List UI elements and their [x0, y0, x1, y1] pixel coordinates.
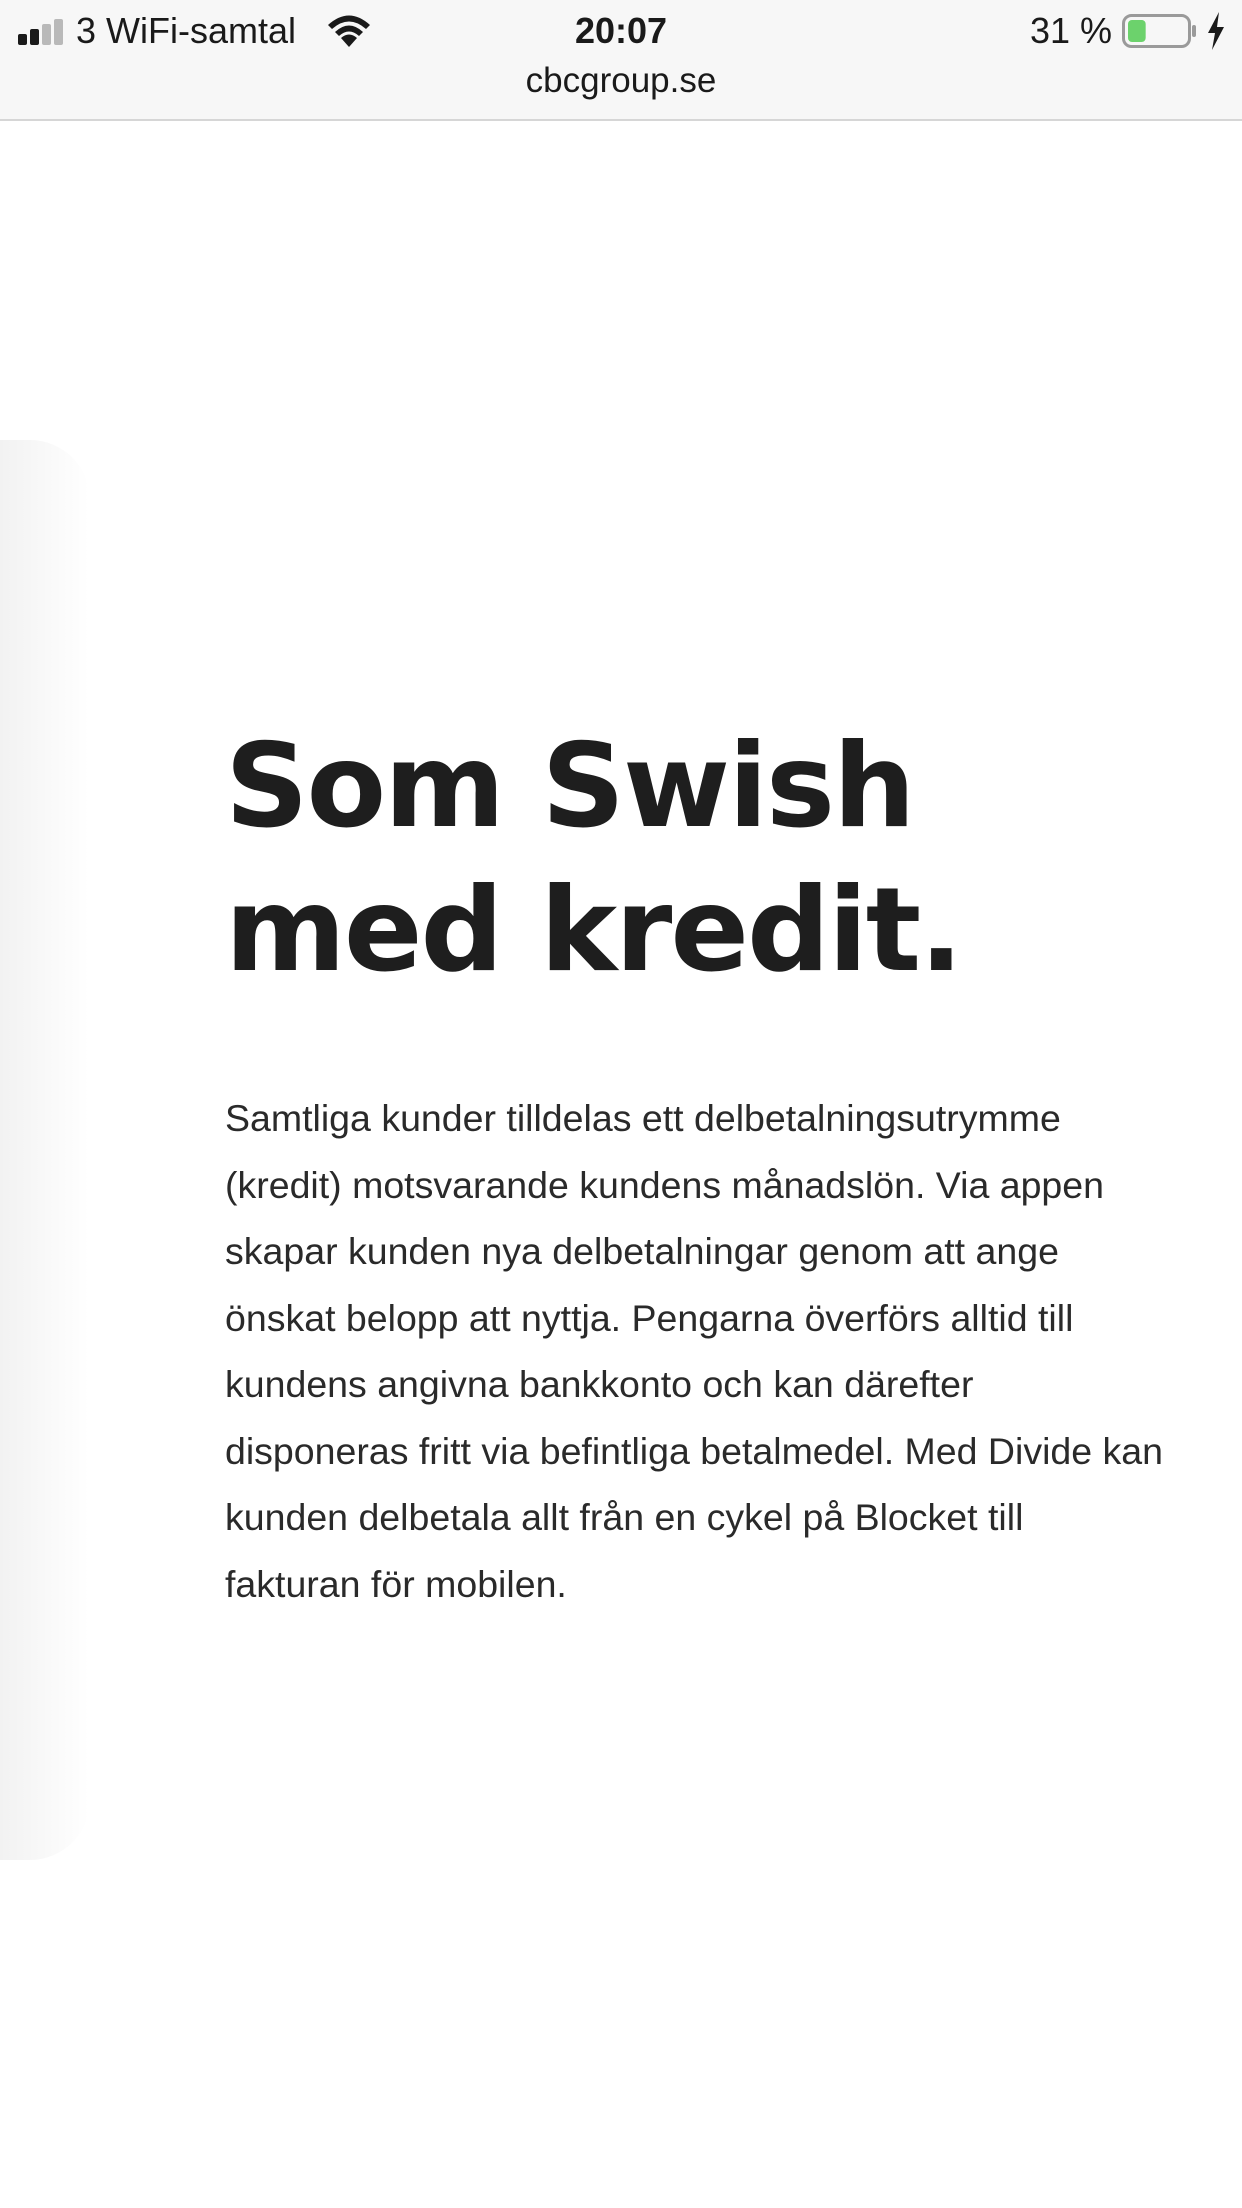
battery-percent: 31 %: [1029, 10, 1112, 51]
body-paragraph: Samtliga kunder tilldelas ett delbetalningsutrymme (kredit) motsvarande kundens månadslön. Via appen skapar kunden nya delbetalningar genom att ange önskat belopp att nyttja. Pengarna överförs alltid till kundens angivna bankkonto och kan därefter disponeras fritt via befintliga betalmedel. Med Divide kan kunden delbetala allt från en cykel på Blocket till fakturan för mobilen.: [225, 1097, 1163, 1605]
url-bar[interactable]: [0, 58, 1242, 104]
hero-section: [225, 715, 1165, 1617]
url-text: cbcgroup.se: [525, 61, 717, 100]
charging-bolt-icon: [1206, 12, 1226, 50]
clock: 20:07: [574, 10, 668, 51]
headline-line-1: Som Swish: [225, 719, 914, 854]
status-bar: [0, 0, 1242, 62]
page-title: [225, 715, 1165, 1003]
browser-chrome: [0, 0, 1242, 121]
headline-line-2: med kredit.: [225, 863, 962, 998]
carrier-label: 3 WiFi-samtal: [76, 10, 297, 51]
battery-icon: [1122, 14, 1198, 48]
carousel-edge-shadow: [0, 440, 90, 1860]
